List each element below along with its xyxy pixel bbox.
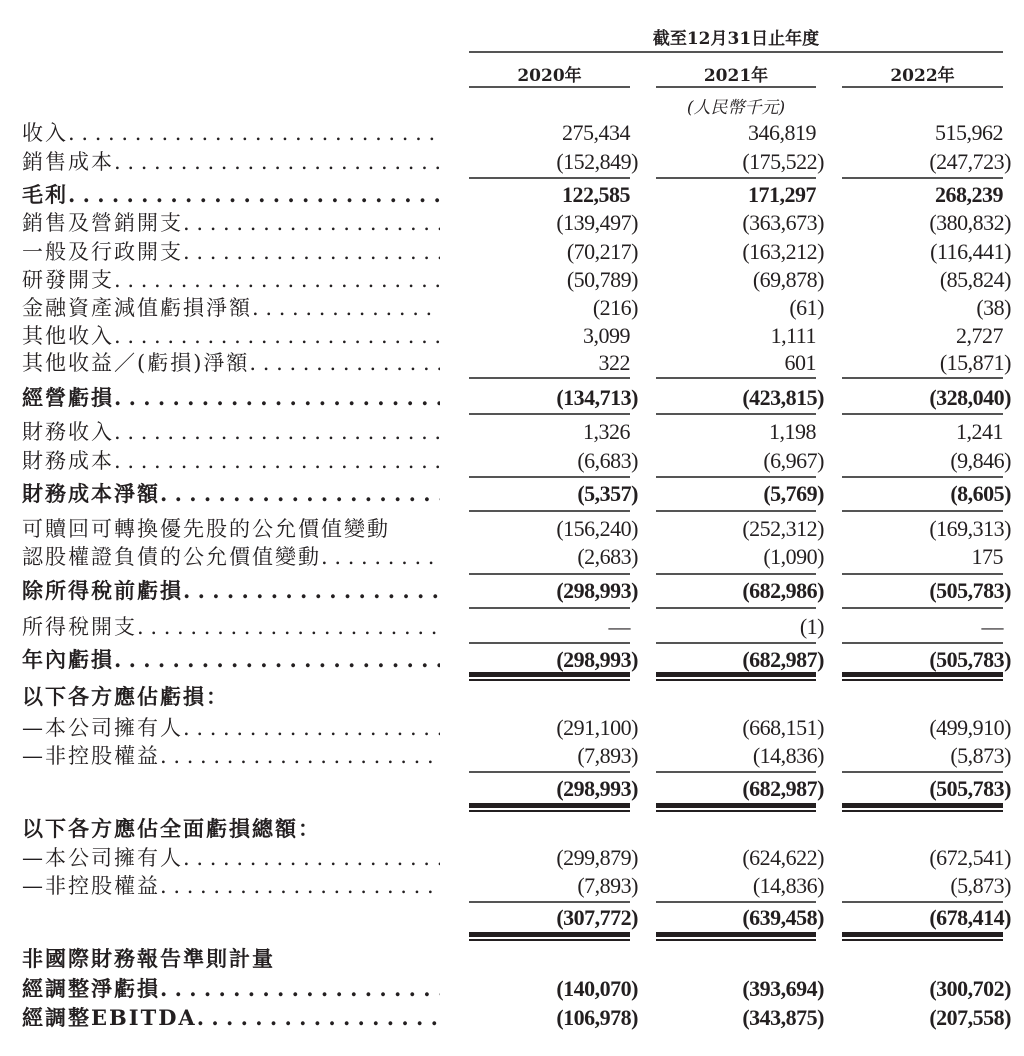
table-row bbox=[22, 975, 1022, 1003]
row-label bbox=[22, 815, 440, 843]
value-2021: (668,151) bbox=[742, 715, 824, 740]
header-rule bbox=[469, 51, 1003, 53]
year-rule bbox=[842, 86, 1003, 88]
value-2020: (298,993) bbox=[556, 776, 638, 801]
table-row bbox=[22, 480, 1022, 508]
table-row bbox=[22, 646, 1022, 674]
row-label-text: —本公司擁有人 bbox=[22, 846, 183, 870]
value-2020: (5,357) bbox=[577, 481, 638, 506]
row-label bbox=[22, 543, 440, 571]
value-2022: (505,783) bbox=[929, 647, 1011, 672]
dot-leader bbox=[249, 349, 440, 377]
value-2021: (61) bbox=[789, 295, 824, 320]
value-2020: (156,240) bbox=[556, 516, 638, 541]
row-label-text: —非控股權益 bbox=[22, 874, 160, 898]
table-row bbox=[22, 543, 1022, 571]
value-2021: (363,673) bbox=[742, 210, 824, 235]
subtotal-rule bbox=[842, 476, 1003, 478]
subtotal-rule bbox=[842, 377, 1003, 379]
subtotal-rule bbox=[469, 642, 630, 644]
value-2021: (343,875) bbox=[742, 1005, 824, 1030]
table-row bbox=[22, 904, 1022, 932]
value-2022: 1,241 bbox=[956, 419, 1003, 444]
value-2022: 515,962 bbox=[935, 120, 1003, 145]
dot-leader bbox=[68, 181, 440, 209]
table-row bbox=[22, 148, 1022, 176]
subtotal-rule bbox=[656, 642, 816, 644]
row-label-text: 一般及行政開支 bbox=[22, 240, 183, 264]
value-2021: (5,769) bbox=[763, 481, 824, 506]
subtotal-rule bbox=[469, 377, 630, 379]
value-2022: (328,040) bbox=[929, 385, 1011, 410]
subtotal-rule bbox=[656, 413, 816, 415]
value-2022: (672,541) bbox=[929, 845, 1011, 870]
dot-leader bbox=[160, 872, 440, 900]
value-2020: (106,978) bbox=[556, 1005, 638, 1030]
subtotal-rule bbox=[656, 901, 816, 903]
subtotal-rule bbox=[469, 413, 630, 415]
table-row bbox=[22, 384, 1022, 412]
value-2020: 1,326 bbox=[583, 419, 630, 444]
value-2021: (14,836) bbox=[752, 873, 824, 898]
subtotal-rule bbox=[842, 413, 1003, 415]
row-label bbox=[22, 613, 440, 641]
value-2022: (38) bbox=[976, 295, 1011, 320]
table-row bbox=[22, 872, 1022, 900]
table-row bbox=[22, 349, 1022, 377]
value-2022: 2,727 bbox=[956, 323, 1003, 348]
table-row bbox=[22, 238, 1022, 266]
value-2021: (624,622) bbox=[742, 845, 824, 870]
value-2020: (140,070) bbox=[556, 976, 638, 1001]
value-2022: (499,910) bbox=[929, 715, 1011, 740]
subtotal-rule bbox=[842, 177, 1003, 179]
value-2022: (380,832) bbox=[929, 210, 1011, 235]
subtotal-rule bbox=[842, 510, 1003, 512]
row-label bbox=[22, 1004, 440, 1032]
value-2020: (6,683) bbox=[577, 448, 638, 473]
row-label-text: 銷售及營銷開支 bbox=[22, 211, 183, 235]
subtotal-rule bbox=[842, 771, 1003, 773]
value-2021: (1,090) bbox=[763, 544, 824, 569]
value-2022: (8,605) bbox=[950, 481, 1011, 506]
value-2021: 171,297 bbox=[748, 182, 816, 207]
dot-leader bbox=[137, 613, 440, 641]
row-label-text: —本公司擁有人 bbox=[22, 716, 183, 740]
row-label bbox=[22, 266, 440, 294]
row-label-text: 其他收入 bbox=[22, 324, 114, 348]
subtotal-rule bbox=[469, 607, 630, 609]
dot-leader bbox=[183, 209, 440, 237]
row-label-text: 非國際財務報告準則計量 bbox=[22, 946, 275, 971]
double-underline bbox=[842, 672, 1003, 682]
row-label bbox=[22, 742, 440, 770]
value-2022: (116,441) bbox=[930, 239, 1011, 264]
subtotal-rule bbox=[842, 642, 1003, 644]
row-label bbox=[22, 975, 440, 1003]
value-2022: (15,871) bbox=[939, 350, 1011, 375]
row-label bbox=[22, 238, 440, 266]
value-2020: (291,100) bbox=[556, 715, 638, 740]
double-underline bbox=[656, 932, 816, 942]
value-2021: (682,987) bbox=[742, 776, 824, 801]
row-label-text: 認股權證負債的公允價值變動 bbox=[22, 545, 321, 569]
dot-leader bbox=[114, 384, 440, 412]
dot-leader bbox=[114, 418, 440, 446]
dot-leader bbox=[183, 714, 440, 742]
subtotal-rule bbox=[842, 573, 1003, 575]
row-label-text: 研發開支 bbox=[22, 268, 114, 292]
value-2020: 3,099 bbox=[583, 323, 630, 348]
value-2021: (682,986) bbox=[742, 578, 824, 603]
table-row bbox=[22, 613, 1022, 641]
row-label-text: 毛利 bbox=[22, 182, 68, 207]
value-2021: (639,458) bbox=[742, 905, 824, 930]
subtotal-rule bbox=[469, 476, 630, 478]
value-2020: (216) bbox=[592, 295, 638, 320]
value-2020: (2,683) bbox=[577, 544, 638, 569]
value-2020: (299,879) bbox=[556, 845, 638, 870]
value-2021: 1,198 bbox=[769, 419, 816, 444]
dot-leader bbox=[114, 148, 440, 176]
value-2022: (5,873) bbox=[950, 743, 1011, 768]
table-row bbox=[22, 515, 1022, 543]
row-label bbox=[22, 480, 440, 508]
value-2021: (1) bbox=[799, 614, 824, 639]
row-label-text: 其他收益／(虧損)淨額 bbox=[22, 351, 250, 375]
row-label-text: 財務成本 bbox=[22, 449, 114, 473]
subtotal-rule bbox=[656, 377, 816, 379]
value-2021: (393,694) bbox=[742, 976, 824, 1001]
value-2021: 1,111 bbox=[770, 323, 816, 348]
table-row bbox=[22, 294, 1022, 322]
dot-leader bbox=[160, 742, 440, 770]
row-label bbox=[22, 418, 440, 446]
year-header-2022: 2022年 bbox=[890, 66, 955, 86]
dot-leader bbox=[183, 844, 440, 872]
subtotal-rule bbox=[656, 573, 816, 575]
double-underline bbox=[469, 932, 630, 942]
value-2020: 122,585 bbox=[562, 182, 630, 207]
double-underline bbox=[656, 803, 816, 813]
value-2021: (252,312) bbox=[742, 516, 824, 541]
dot-leader bbox=[68, 119, 440, 147]
table-row bbox=[22, 775, 1022, 803]
row-label bbox=[22, 945, 440, 973]
table-row bbox=[22, 181, 1022, 209]
value-2020: (7,893) bbox=[577, 743, 638, 768]
value-2021: (69,878) bbox=[752, 267, 824, 292]
value-2022: (505,783) bbox=[929, 578, 1011, 603]
row-label-text: 收入 bbox=[22, 121, 68, 145]
value-2022: (247,723) bbox=[929, 149, 1011, 174]
table-row bbox=[22, 119, 1022, 147]
row-label bbox=[22, 872, 440, 900]
row-label bbox=[22, 119, 440, 147]
table-row bbox=[22, 322, 1022, 350]
subtotal-rule bbox=[842, 607, 1003, 609]
dot-leader bbox=[252, 294, 440, 322]
table-row bbox=[22, 447, 1022, 475]
dot-leader bbox=[160, 480, 440, 508]
row-label-text: 銷售成本 bbox=[22, 150, 114, 174]
table-row bbox=[22, 742, 1022, 770]
row-label bbox=[22, 683, 440, 711]
subtotal-rule bbox=[469, 510, 630, 512]
value-2021: (163,212) bbox=[742, 239, 824, 264]
year-rule bbox=[656, 86, 816, 88]
row-label bbox=[22, 349, 440, 377]
value-2020: (7,893) bbox=[577, 873, 638, 898]
subtotal-rule bbox=[469, 573, 630, 575]
value-2022: (678,414) bbox=[929, 905, 1011, 930]
value-2021: (175,522) bbox=[742, 149, 824, 174]
row-label bbox=[22, 577, 440, 605]
value-2021: (6,967) bbox=[763, 448, 824, 473]
value-2021: (423,815) bbox=[742, 385, 824, 410]
dot-leader bbox=[197, 1004, 440, 1032]
value-2022: (169,313) bbox=[929, 516, 1011, 541]
double-underline bbox=[469, 672, 630, 682]
subtotal-rule bbox=[656, 771, 816, 773]
subtotal-rule bbox=[656, 476, 816, 478]
double-underline bbox=[469, 803, 630, 813]
year-header-2021: 2021年 bbox=[703, 66, 769, 86]
value-2022: — bbox=[981, 614, 1003, 639]
row-label-text: 所得稅開支 bbox=[22, 615, 137, 639]
table-row bbox=[22, 209, 1022, 237]
row-label bbox=[22, 714, 440, 742]
value-2021: 346,819 bbox=[748, 120, 816, 145]
row-label-text: 經調整EBITDA bbox=[22, 1005, 197, 1030]
value-2020: (298,993) bbox=[556, 578, 638, 603]
value-2022: (505,783) bbox=[929, 776, 1011, 801]
table-row bbox=[22, 844, 1022, 872]
row-label-text: 以下各方應佔全面虧損總額： bbox=[22, 816, 321, 841]
dot-leader bbox=[183, 238, 440, 266]
row-label-text: 財務收入 bbox=[22, 420, 114, 444]
row-label-text: 金融資產減值虧損淨額 bbox=[22, 296, 252, 320]
year-header-2020: 2020年 bbox=[517, 66, 582, 86]
value-2020: 275,434 bbox=[562, 120, 630, 145]
value-2020: (50,789) bbox=[566, 267, 638, 292]
currency-unit: (人民幣千元) bbox=[686, 98, 786, 118]
value-2020: (152,849) bbox=[556, 149, 638, 174]
dot-leader bbox=[183, 577, 440, 605]
subtotal-rule bbox=[842, 901, 1003, 903]
row-label-text: 除所得稅前虧損 bbox=[22, 578, 183, 603]
row-label bbox=[22, 646, 440, 674]
table-row bbox=[22, 714, 1022, 742]
value-2021: (682,987) bbox=[742, 647, 824, 672]
row-label bbox=[22, 515, 440, 543]
row-label-text: 財務成本淨額 bbox=[22, 481, 160, 506]
value-2022: (9,846) bbox=[950, 448, 1011, 473]
value-2020: (134,713) bbox=[556, 385, 638, 410]
row-label-text: 可贖回可轉換優先股的公允價值變動 bbox=[22, 517, 390, 541]
subtotal-rule bbox=[656, 177, 816, 179]
dot-leader bbox=[114, 447, 440, 475]
value-2020: (307,772) bbox=[556, 905, 638, 930]
table-row bbox=[22, 683, 1022, 711]
table-row bbox=[22, 945, 1022, 973]
dot-leader bbox=[321, 543, 440, 571]
double-underline bbox=[842, 932, 1003, 942]
period-header: 截至12月31日止年度 bbox=[652, 29, 820, 49]
row-label bbox=[22, 384, 440, 412]
value-2022: (300,702) bbox=[929, 976, 1011, 1001]
row-label bbox=[22, 322, 440, 350]
row-label-text: 經調整淨虧損 bbox=[22, 976, 160, 1001]
value-2022: 175 bbox=[971, 544, 1003, 569]
value-2022: (85,824) bbox=[939, 267, 1011, 292]
value-2020: (298,993) bbox=[556, 647, 638, 672]
value-2020: (70,217) bbox=[566, 239, 638, 264]
double-underline bbox=[656, 672, 816, 682]
row-label-text: 年內虧損 bbox=[22, 647, 114, 672]
table-row bbox=[22, 1004, 1022, 1032]
row-label-text: 經營虧損 bbox=[22, 385, 114, 410]
dot-leader bbox=[114, 646, 440, 674]
value-2022: (5,873) bbox=[950, 873, 1011, 898]
year-rule bbox=[469, 86, 630, 88]
row-label bbox=[22, 181, 440, 209]
row-label bbox=[22, 447, 440, 475]
subtotal-rule bbox=[469, 901, 630, 903]
value-2020: 322 bbox=[598, 350, 630, 375]
table-row bbox=[22, 577, 1022, 605]
table-row bbox=[22, 266, 1022, 294]
value-2020: — bbox=[608, 614, 630, 639]
row-label bbox=[22, 844, 440, 872]
table-row bbox=[22, 418, 1022, 446]
row-label bbox=[22, 294, 440, 322]
value-2022: (207,558) bbox=[929, 1005, 1011, 1030]
value-2021: (14,836) bbox=[752, 743, 824, 768]
row-label-text: 以下各方應佔虧損： bbox=[22, 684, 229, 709]
value-2022: 268,239 bbox=[935, 182, 1003, 207]
row-label bbox=[22, 209, 440, 237]
row-label bbox=[22, 148, 440, 176]
subtotal-rule bbox=[469, 177, 630, 179]
dot-leader bbox=[160, 975, 440, 1003]
subtotal-rule bbox=[656, 607, 816, 609]
double-underline bbox=[842, 803, 1003, 813]
dot-leader bbox=[114, 266, 440, 294]
subtotal-rule bbox=[656, 510, 816, 512]
row-label-text: —非控股權益 bbox=[22, 744, 160, 768]
table-row bbox=[22, 815, 1022, 843]
value-2021: 601 bbox=[784, 350, 816, 375]
subtotal-rule bbox=[469, 771, 630, 773]
dot-leader bbox=[114, 322, 440, 350]
value-2020: (139,497) bbox=[556, 210, 638, 235]
